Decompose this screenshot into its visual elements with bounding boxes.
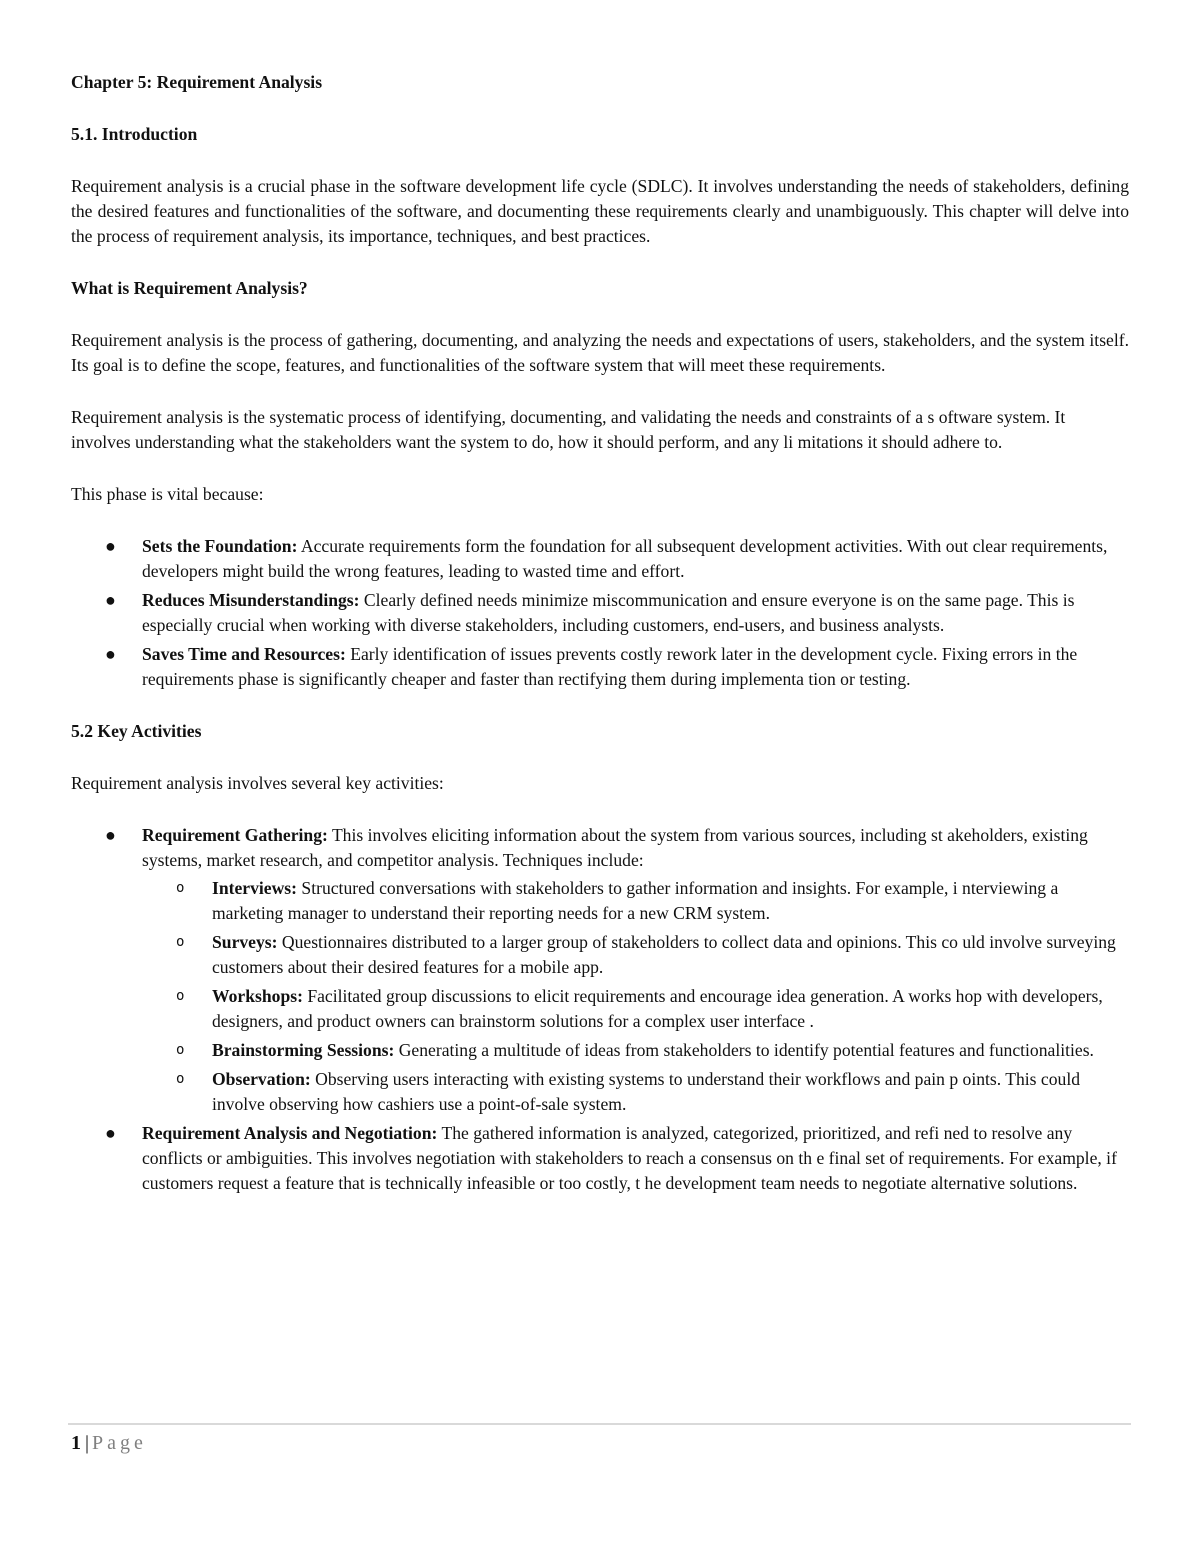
circle-bullet-icon: o [176, 1071, 185, 1087]
sub-list-item [71, 930, 1129, 980]
introduction-paragraph: Requirement analysis is a crucial phase in the software development life cycle (SDLC). It involves understanding the needs of stakeholders, defining the desired features and functionalities of the software, and documenting these requirements clearly and unambiguously. This chapter will delve into the process of requirement analysis, its importance, techniques, and best practices. [71, 176, 1129, 246]
document-page [71, 70, 1129, 1223]
sub-list-item [71, 984, 1129, 1034]
circle-bullet-icon: o [176, 934, 185, 950]
bullet-icon: ● [105, 536, 116, 556]
list-item [71, 588, 1129, 638]
footer-separator: | [85, 1432, 90, 1454]
sub-list-item-term: Workshops: [212, 986, 303, 1006]
list-item-text: Clearly defined needs minimize miscommunication and ensure everyone is on the same page. This is especially crucial when working with diverse stakeholders, including customers, end-users, and business analysts. [142, 590, 1075, 635]
bullet-icon: ● [105, 1123, 116, 1143]
section-introduction-heading: 5.1. Introduction [71, 124, 198, 144]
list-item-term: Requirement Gathering: [142, 825, 328, 845]
definition-paragraph-1: Requirement analysis is the process of gathering, documenting, and analyzing the needs and expectations of users, stakeholders, and the system itself. Its goal is to define the scope, features, and functionalities of the software system that will meet these requirements. [71, 330, 1129, 375]
circle-bullet-icon: o [176, 988, 185, 1004]
bullet-icon: ● [105, 590, 116, 610]
list-item [71, 823, 1129, 1117]
list-item-term: Sets the Foundation: [142, 536, 298, 556]
chapter-title: Chapter 5: Requirement Analysis [71, 72, 323, 92]
list-item-text: The gathered information is analyzed, categorized, prioritized, and refi ned to resolve any conflicts or ambiguities. This involves negotiation with stakeholders to reach a consensus on th e final set of requirements. For example, if customers request a feature that is technically infeasible or too costly, t he development team needs to negotiate alternative solutions. [142, 1123, 1117, 1193]
sub-list-item-text: Observing users interacting with existing systems to understand their workflows and pain p oints. This could involve observing how cashiers use a point-of-sale system. [212, 1069, 1081, 1114]
key-activities-list [71, 823, 1129, 1196]
footer-divider [68, 1423, 1131, 1425]
bullet-icon: ● [105, 644, 116, 664]
sub-list-item-text: Generating a multitude of ideas from stakeholders to identify potential features and functionalities. [394, 1040, 1094, 1060]
what-is-heading: What is Requirement Analysis? [71, 278, 308, 298]
page-footer [71, 1430, 147, 1456]
list-item-term: Reduces Misunderstandings: [142, 590, 360, 610]
sub-list-item-term: Surveys: [212, 932, 278, 952]
page-number: 1 [71, 1432, 81, 1454]
vital-intro: This phase is vital because: [71, 484, 264, 504]
list-item-text: Accurate requirements form the foundation for all subsequent development activities. With out clear requirements, developers might build the wrong features, leading to wasted time and effort. [142, 536, 1108, 581]
definition-paragraph-2: Requirement analysis is the systematic process of identifying, documenting, and validating the needs and constraints of a s oftware system. It involves understanding what the stakeholders want the system to do, how it should perform, and any li mitations it should adhere to. [71, 407, 1066, 452]
sub-list-item-text: Questionnaires distributed to a larger group of stakeholders to collect data and opinions. This co uld involve surveying customers about their desired features for a mobile app. [212, 932, 1116, 977]
sub-list-item [71, 876, 1129, 926]
sub-list-item-term: Observation: [212, 1069, 311, 1089]
vital-reasons-list [71, 534, 1129, 692]
list-item [71, 1121, 1129, 1196]
circle-bullet-icon: o [176, 1042, 185, 1058]
list-item-text: This involves eliciting information about the system from various sources, including st akeholders, existing systems, market research, and competitor analysis. Techniques include: [142, 825, 1088, 870]
list-item [71, 642, 1129, 692]
sub-list-item-term: Interviews: [212, 878, 298, 898]
list-item-term: Requirement Analysis and Negotiation: [142, 1123, 438, 1143]
list-item-text: Early identification of issues prevents costly rework later in the development cycle. Fixing errors in the requirements phase is significantly cheaper and faster than rectifying them during implementa tion or testing. [142, 644, 1078, 689]
sub-list-item [71, 1067, 1129, 1117]
sub-list-item-term: Brainstorming Sessions: [212, 1040, 395, 1060]
page-label: Page [92, 1432, 147, 1454]
list-item [71, 534, 1129, 584]
key-activities-intro: Requirement analysis involves several key activities: [71, 773, 444, 793]
list-item-term: Saves Time and Resources: [142, 644, 346, 664]
techniques-list [142, 876, 1129, 1117]
sub-list-item [71, 1038, 1129, 1063]
bullet-icon: ● [105, 825, 116, 845]
sub-list-item-text: Structured conversations with stakeholders to gather information and insights. For example, i nterviewing a marketing manager to understand their reporting needs for a new CRM system. [212, 878, 1059, 923]
key-activities-heading: 5.2 Key Activities [71, 721, 202, 741]
sub-list-item-text: Facilitated group discussions to elicit requirements and encourage idea generation. A works hop with developers, designers, and product owners can brainstorm solutions for a complex user interface . [212, 986, 1103, 1031]
circle-bullet-icon: o [176, 880, 185, 896]
